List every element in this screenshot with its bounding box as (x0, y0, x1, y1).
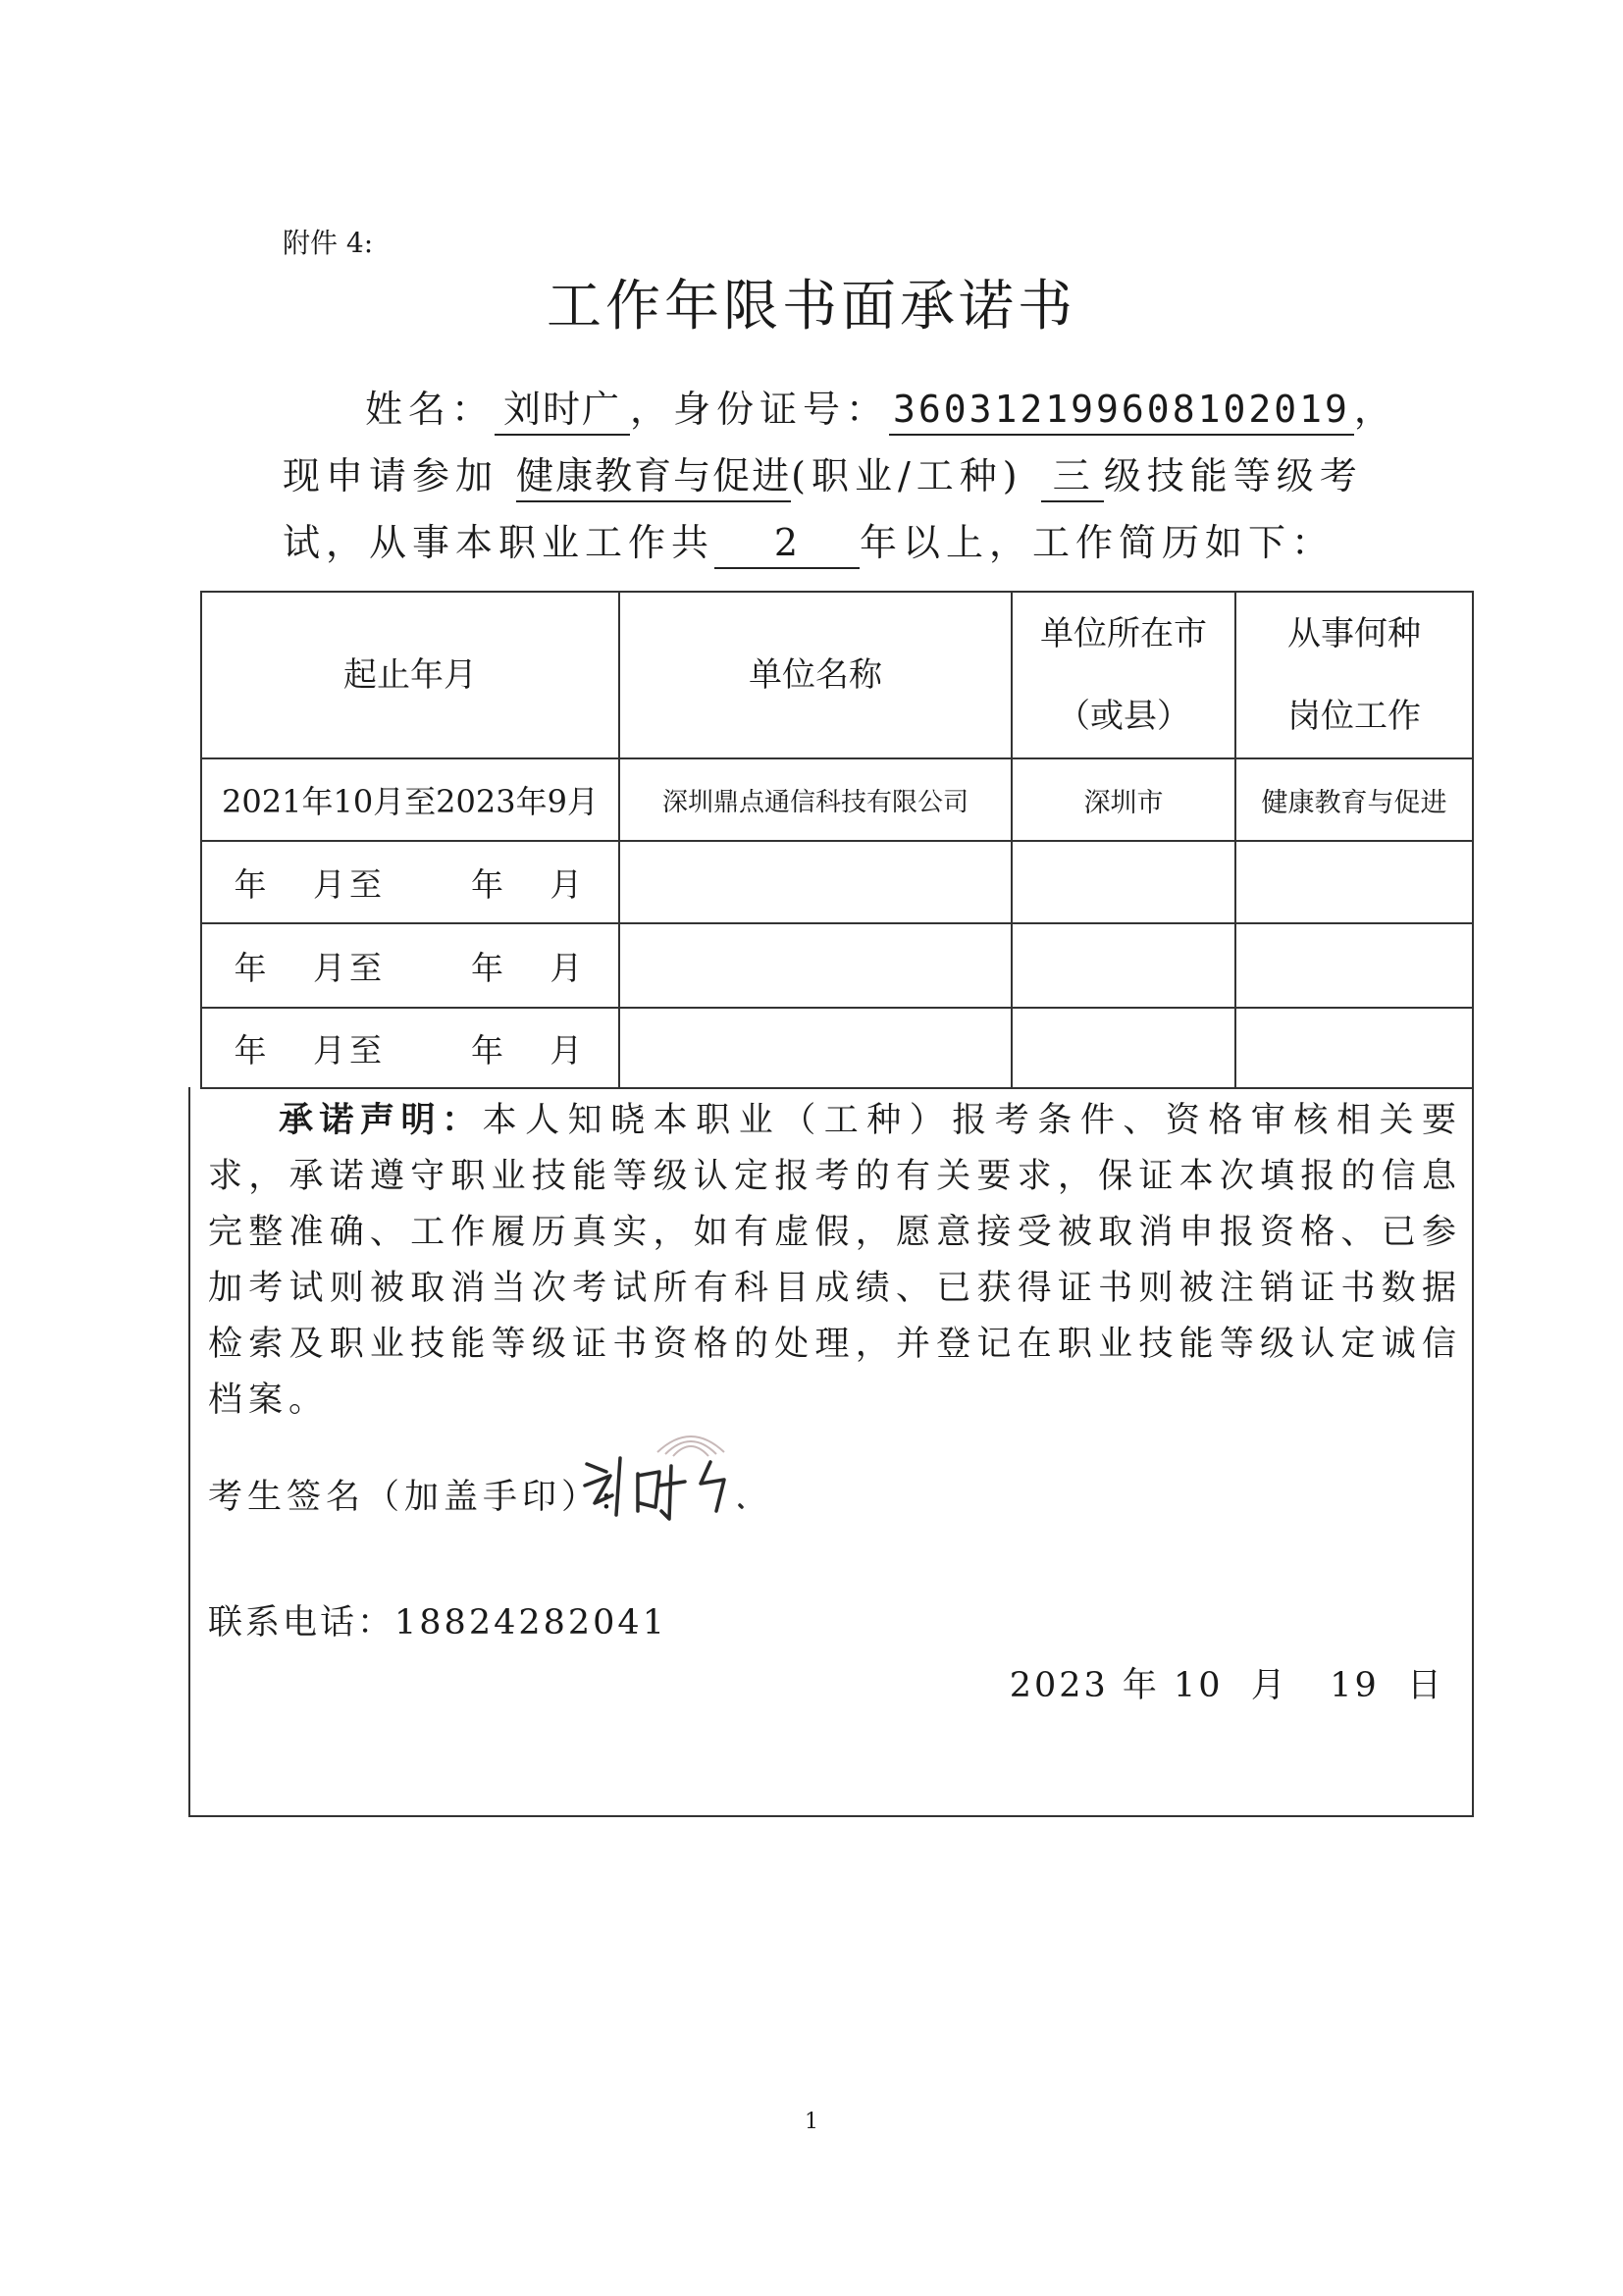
row-3-position (1236, 924, 1472, 1007)
pledge-body: 本人知晓本职业（工种）报考条件、资格审核相关要求，承诺遵守职业技能等级认定报考的有关要求，保证本次填报的信息完整准确、工作履历真实，如有虚假，愿意接受被取消申报资格、已参加考试则被取消当次考试所有科目成绩、已获得证书则被注销证书数据检索及职业技能等级证书资格的处理，并登记在职业技能等级认定诚信档案。 (208, 1101, 1462, 1420)
row-3-employer (620, 924, 1011, 1007)
id-suffix: ， (1353, 388, 1397, 431)
header-position (1236, 593, 1472, 757)
header-period: 起止年月 (343, 655, 477, 695)
row-4-city (1013, 1009, 1234, 1087)
intro-line-3 (283, 518, 1335, 569)
id-number-value: 360312199608102019 (889, 385, 1354, 436)
handwritten-signature (577, 1446, 763, 1525)
phone-label: 联系电话： (208, 1603, 395, 1643)
years-prefix: 试，从事本职业工作共 (283, 521, 715, 564)
row-1-position: 健康教育与促进 (1261, 787, 1447, 818)
name-value: 刘时广 (495, 385, 630, 436)
header-city-line2: （或县） (1057, 697, 1190, 736)
pledge-section (188, 1087, 1474, 1817)
years-suffix: 年以上，工作简历如下： (860, 521, 1335, 564)
row-4-employer (620, 1009, 1011, 1087)
phone-value: 18824282041 (394, 1603, 667, 1643)
occupation-value: 健康教育与促进 (516, 451, 791, 502)
pledge-heading: 承诺声明： (279, 1101, 483, 1140)
row-1-city: 深圳市 (1083, 787, 1164, 818)
header-employer: 单位名称 (749, 655, 882, 695)
row-2-position (1236, 842, 1472, 922)
signature-label: 考生签名（加盖手印）: (208, 1478, 617, 1517)
header-position-line1: 从事何种 (1287, 614, 1421, 653)
sign-date: 2023 年 10 月 19 日 (1009, 1666, 1444, 1705)
level-suffix: 级技能等级考 (1103, 454, 1363, 497)
header-position-line2: 岗位工作 (1287, 697, 1421, 736)
intro-line-1 (365, 385, 1397, 436)
intro-line-2 (283, 451, 1363, 502)
name-label: 姓名： (365, 388, 496, 431)
header-city-line1: 单位所在市 (1040, 614, 1207, 653)
row-3-city (1013, 924, 1234, 1007)
row-2-city (1013, 842, 1234, 922)
contact-phone (208, 1595, 667, 1644)
row-3-period: 年 月至 年 月 (234, 948, 587, 987)
pledge-statement (208, 1093, 1462, 1429)
id-label: ，身份证号： (630, 388, 890, 431)
level-value: 三 (1041, 451, 1104, 502)
row-4-position (1236, 1009, 1472, 1087)
row-2-period: 年 月至 年 月 (234, 864, 587, 904)
work-history-table (200, 591, 1474, 1089)
occupation-suffix: (职业/工种) (791, 454, 1023, 497)
attachment-label: 附件 4: (283, 227, 374, 259)
years-value: 2 (714, 518, 860, 569)
row-2-employer (620, 842, 1011, 922)
page-number: 1 (805, 2110, 818, 2134)
row-4-period: 年 月至 年 月 (234, 1030, 587, 1070)
row-1-employer: 深圳鼎点通信科技有限公司 (661, 787, 969, 817)
document-title: 工作年限书面承诺书 (547, 275, 1076, 339)
row-1-period: 2021年10月至2023年9月 (222, 783, 599, 820)
apply-prefix: 现申请参加 (283, 454, 499, 497)
header-city (1013, 593, 1234, 757)
